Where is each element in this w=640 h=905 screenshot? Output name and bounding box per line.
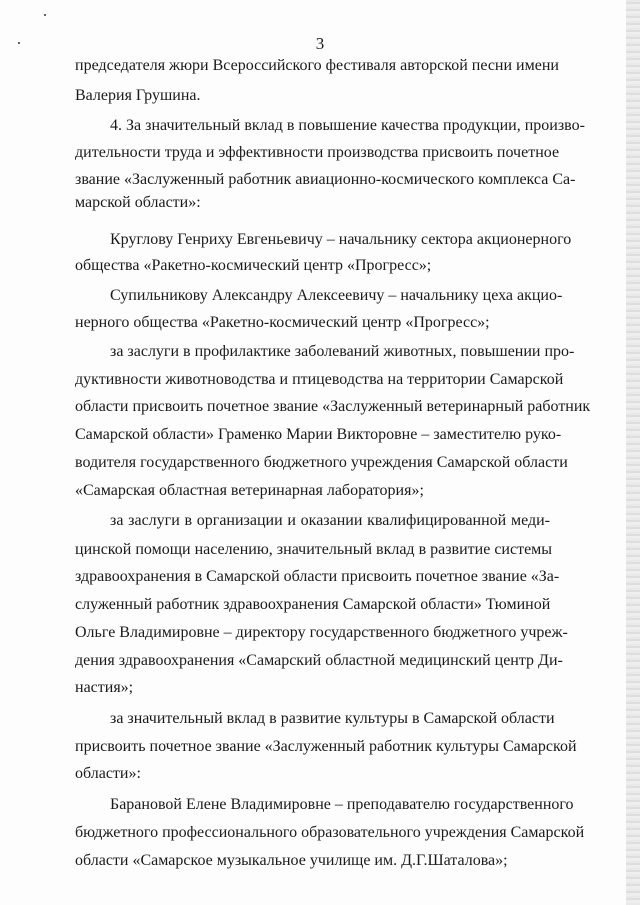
text-line: области»: <box>75 765 141 782</box>
text-line: марской области»: <box>75 194 201 211</box>
text-line: здравоохранения в Самарской области присвоить почетное звание «За- <box>75 568 560 585</box>
text-line: за заслуги в профилактике заболеваний животных, повышении про- <box>110 343 575 360</box>
text-line: Супильникову Александру Алексеевичу – начальнику цеха акцио- <box>110 287 563 304</box>
text-line: Барановой Елене Владимировне – преподавателю государственного <box>110 796 574 813</box>
text-line: служенный работник здравоохранения Самарской области» Тюминой <box>75 596 551 613</box>
text-line: Самарской области» Граменко Марии Викторовне – заместителю руко- <box>75 426 562 443</box>
text-line: Ольге Владимировне – директору государственного бюджетного учреж- <box>75 624 568 641</box>
scan-speck <box>44 14 46 16</box>
text-line: «Самарская областная ветеринарная лаборатория»; <box>75 482 424 499</box>
text-line: дения здравоохранения «Самарский областной медицинский центр Ди- <box>75 652 563 669</box>
text-line: председателя жюри Всероссийского фестиваля авторской песни имени <box>75 57 559 74</box>
scan-edge <box>626 0 640 905</box>
text-line: звание «Заслуженный работник авиационно-космического комплекса Са- <box>75 171 576 188</box>
page-number: 3 <box>315 34 325 53</box>
text-line: присвоить почетное звание «Заслуженный работник культуры Самарской <box>75 738 577 755</box>
text-line: настия»; <box>75 679 134 696</box>
text-line: области «Самарское музыкальное училище им. Д.Г.Шаталова»; <box>75 852 508 869</box>
text-line: водителя государственного бюджетного учреждения Самарской области <box>75 454 568 471</box>
text-line: за заслуги в организации и оказании квалифицированной меди- <box>110 512 550 529</box>
text-line: Круглову Генриху Евгеньевичу – начальнику сектора акционерного <box>110 231 572 248</box>
text-line: области присвоить почетное звание «Заслуженный ветеринарный работник <box>75 398 591 415</box>
text-line: Валерия Грушина. <box>75 87 201 104</box>
text-line: бюджетного профессионального образовательного учреждения Самарской <box>75 824 585 841</box>
text-line: дуктивности животноводства и птицеводства на территории Самарской <box>75 371 564 388</box>
text-line: 4. За значительный вклад в повышение качества продукции, произво- <box>110 117 585 134</box>
text-line: цинской помощи населению, значительный вклад в развитие системы <box>75 541 553 558</box>
text-line: дительности труда и эффективности производства присвоить почетное <box>75 144 560 161</box>
text-line: за значительный вклад в развитие культуры в Самарской области <box>110 710 555 727</box>
text-line: нерного общества «Ракетно-космический центр «Прогресс»; <box>75 314 490 331</box>
text-line: общества «Ракетно-космический центр «Прогресс»; <box>75 257 432 274</box>
